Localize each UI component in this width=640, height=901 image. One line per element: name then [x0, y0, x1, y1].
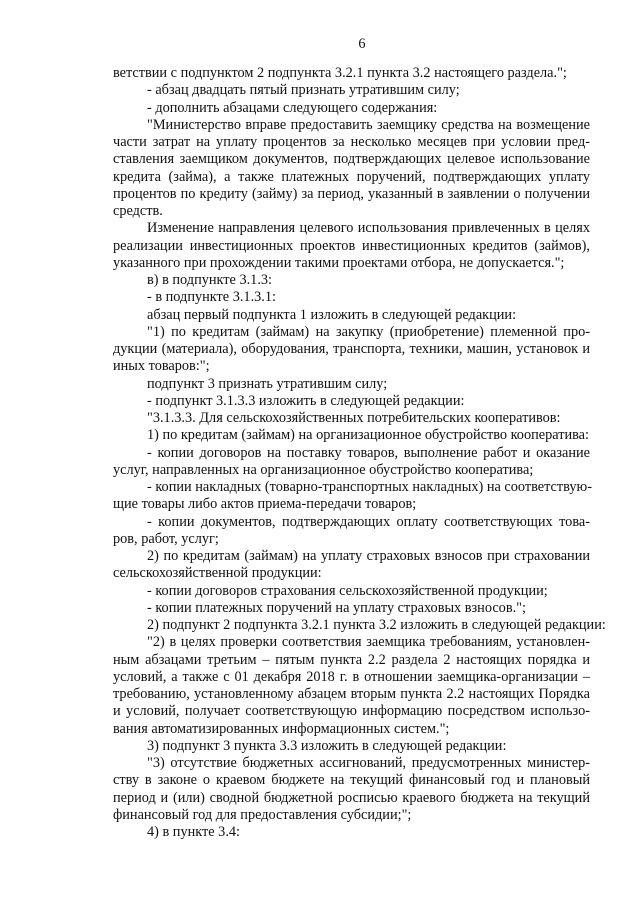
text-line: - копии договоров страхования сельскохозяйственной продукции; — [147, 582, 548, 599]
text-line: "3.1.3.3. Для сельскохозяйственных потребительских кооперативов: — [147, 410, 561, 426]
text-line: вания автоматизированных информационных систем."; — [113, 720, 450, 737]
text-line: Изменение направления целевого использования привлеченных в целях — [147, 220, 590, 237]
text-line: в) в подпункте 3.1.3: — [147, 272, 273, 288]
text-line: сельскохозяйственной продукции: — [113, 565, 322, 582]
text-line: ставления заемщиком документов, подтверждающих целевое использование — [113, 151, 590, 168]
text-line: "1) по кредитам (займам) на закупку (приобретение) племенной про- — [147, 323, 590, 340]
text-line: и условий, получает соответствующую информацию посредством использо- — [113, 703, 590, 720]
document-body — [113, 65, 606, 841]
text-line: средств. — [113, 203, 163, 219]
text-line: ным абзацами третьим – пятым пункта 2.2 раздела 2 настоящих порядка и — [113, 651, 590, 668]
text-line: 4) в пункте 3.4: — [147, 824, 241, 840]
text-line: услуг, направленных на организационное обустройство кооператива; — [113, 461, 534, 478]
text-line: ству в законе о краевом бюджете на текущий финансовый год и плановый — [113, 772, 590, 789]
text-line: - в подпункте 3.1.3.1: — [147, 289, 276, 306]
text-line: период и (или) сводной бюджетной росписью краевого бюджета на текущий — [113, 789, 590, 806]
text-line: кредита (займа), а также платежных поручений, подтверждающих уплату — [113, 168, 590, 185]
text-line: указанного при прохождении такими проектами отбора, не допускается."; — [113, 254, 565, 271]
text-line: дукции (материала), оборудования, транспорта, техники, машин, установок и — [113, 341, 590, 357]
text-line: - копии платежных поручений на уплату страховых взносов."; — [147, 599, 526, 616]
text-line: 2) подпункт 2 подпункта 3.2.1 пункта 3.2 изложить в следующей редакции: — [147, 617, 606, 633]
text-line: 1) по кредитам (займам) на организационное обустройство кооператива: — [147, 427, 590, 444]
text-line: - копии накладных (товарно-транспортных накладных) на соответствую- — [147, 479, 592, 495]
text-line: - абзац двадцать пятый признать утратившим силу; — [147, 82, 460, 99]
text-line: условий, а также с 01 декабря 2018 г. в отношении заемщика-организации – — [113, 668, 590, 685]
text-line: щие товары либо актов приема-передачи товаров; — [113, 496, 417, 513]
text-line: процентов по кредиту (займу) за период, указанный в заявлении о получении — [113, 185, 590, 202]
page-number: 6 — [358, 36, 366, 52]
text-line: подпункт 3 признать утратившим силу; — [147, 375, 388, 392]
text-line: требованию, установленному абзацем вторым пункта 2.2 настоящих Порядка — [113, 686, 590, 702]
text-line: - копии договоров на поставку товаров, выполнение работ и оказание — [147, 444, 590, 461]
text-line: - копии документов, подтверждающих оплату соответствующих това- — [147, 513, 590, 530]
text-line: ров, работ, услуг; — [113, 530, 219, 547]
text-line: "3) отсутствие бюджетных ассигнований, предусмотренных министер- — [147, 755, 590, 771]
text-line: "Министерство вправе предоставить заемщику средства на возмещение — [147, 116, 590, 133]
text-line: иных товаров:"; — [113, 358, 210, 375]
text-line: ветствии с подпунктом 2 подпункта 3.2.1 пункта 3.2 настоящего раздела."; — [113, 65, 567, 81]
text-line: абзац первый подпункта 1 изложить в следующей редакции: — [147, 306, 517, 323]
text-line: 3) подпункт 3 пункта 3.3 изложить в следующей редакции: — [147, 737, 507, 754]
text-line: 2) по кредитам (займам) на уплату страховых взносов при страховании — [147, 548, 590, 564]
text-line: - подпункт 3.1.3.3 изложить в следующей редакции: — [147, 392, 465, 409]
text-line: части затрат на уплату процентов за несколько месяцев при условии пред- — [113, 134, 590, 150]
text-line: реализации инвестиционных проектов инвестиционных кредитов (займов), — [113, 237, 590, 254]
text-line: финансовый год для предоставления субсидии;"; — [113, 806, 412, 823]
text-line: "2) в целях проверки соответствия заемщика требованиям, установлен- — [147, 634, 590, 651]
text-line: - дополнить абзацами следующего содержания: — [147, 99, 438, 116]
